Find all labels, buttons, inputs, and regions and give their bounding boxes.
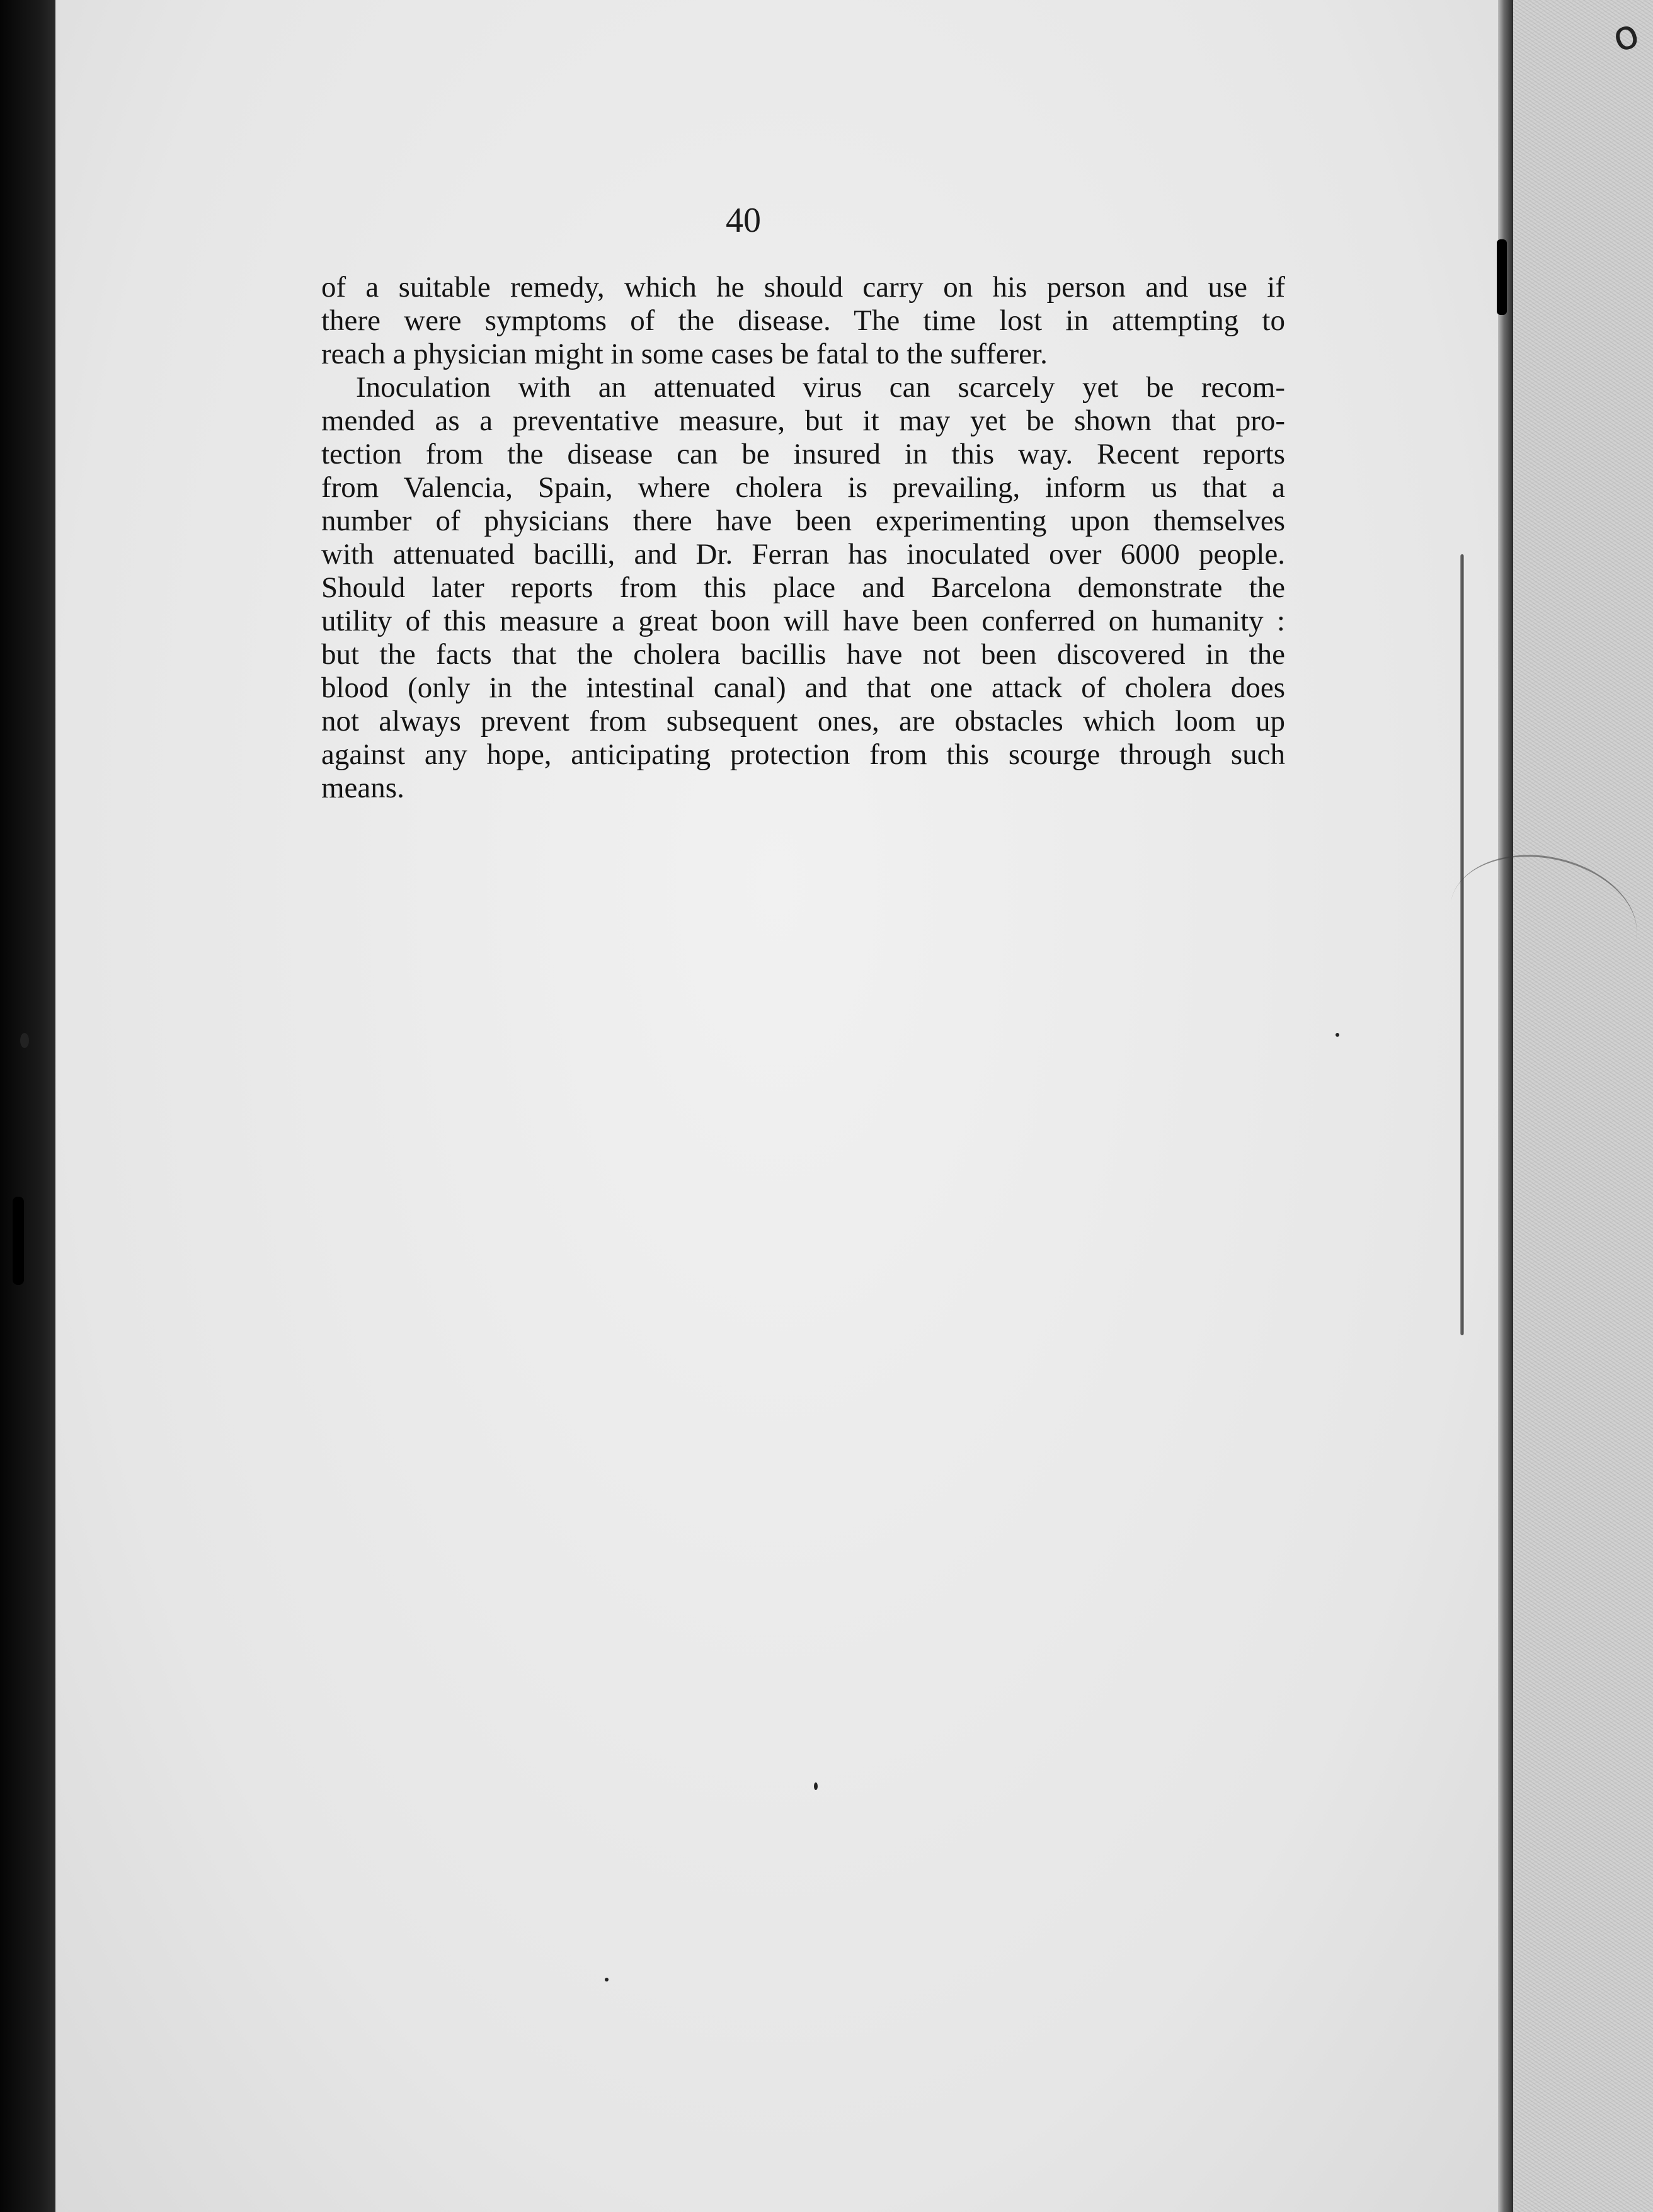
text-line: Inoculation with an attenuated virus can scarcely yet be recom- — [356, 371, 1285, 404]
ink-speck — [1336, 1033, 1339, 1037]
ink-speck — [605, 1978, 609, 1981]
ink-speck — [1497, 239, 1507, 315]
text-line: means. — [321, 772, 404, 804]
text-line: not always prevent from subsequent ones, are obstacles which loom up — [321, 705, 1285, 738]
book-gutter — [1498, 0, 1513, 2212]
text-line: but the facts that the cholera bacillis have not been discovered in the — [321, 638, 1285, 671]
text-line: number of physicians there have been experimenting upon themselves — [321, 505, 1285, 537]
text-line: blood (only in the intestinal canal) and that one attack of cholera does — [321, 671, 1285, 704]
body-text — [321, 271, 1285, 805]
page-number: 40 — [726, 201, 761, 240]
corner-pencil-mark: o — [1606, 9, 1645, 62]
ink-speck — [814, 1782, 818, 1790]
text-line: of a suitable remedy, which he should carry on his person and use if — [321, 271, 1285, 304]
ink-speck — [20, 1033, 29, 1048]
ink-speck — [13, 1197, 24, 1285]
scan-left-margin — [0, 0, 57, 2212]
text-line: with attenuated bacilli, and Dr. Ferran has inoculated over 6000 people. — [321, 538, 1285, 571]
text-line: Should later reports from this place and Barcelona demonstrate the — [321, 571, 1285, 604]
text-line: from Valencia, Spain, where cholera is prevailing, inform us that a — [321, 471, 1285, 504]
paragraph — [321, 371, 1285, 805]
text-line: reach a physician might in some cases be fatal to the sufferer. — [321, 338, 1048, 370]
text-line: mended as a preventative measure, but it may yet be shown that pro- — [321, 404, 1285, 437]
text-line: utility of this measure a great boon will have been conferred on humanity : — [321, 605, 1285, 637]
text-line: against any hope, anticipating protection from this scourge through such — [321, 738, 1285, 771]
text-line: there were symptoms of the disease. The time lost in attempting to — [321, 304, 1285, 337]
paragraph — [321, 271, 1285, 371]
next-leaf-edge — [1513, 0, 1653, 2212]
text-line: tection from the disease can be insured in this way. Recent reports — [321, 438, 1285, 470]
